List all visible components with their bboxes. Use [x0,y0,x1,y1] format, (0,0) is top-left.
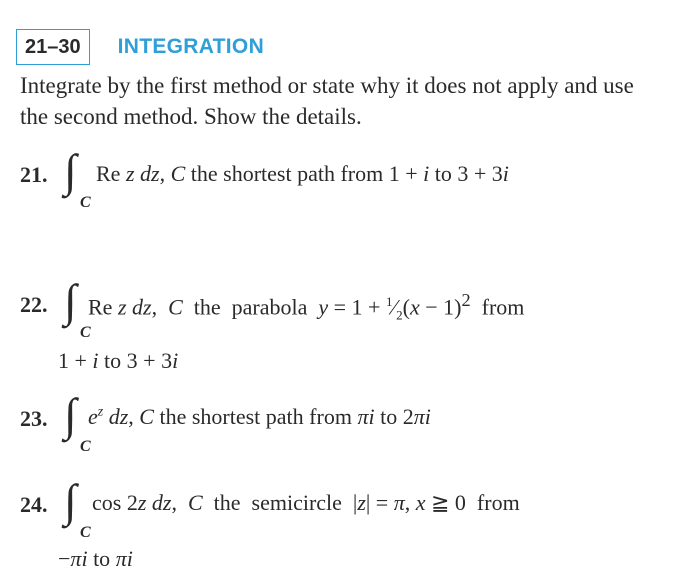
integral-symbol: ∫ [64,145,77,196]
problem-number: 23. [20,406,48,431]
problem-text-continuation: −πi to πi [58,546,133,571]
problem-24 [20,475,660,573]
problem-text-continuation: 1 + i to 3 + 3i [58,348,179,373]
problem-text: Re z dz, C the parabola $y = 1 + ^1⁄_2(x - 1)^2$ from [88,290,525,323]
problem-21 [20,145,660,211]
integral-symbol: ∫ [64,389,77,440]
instructions-text: Integrate by the first method or state why it does not apply and use the second method. Show the details. [20,73,634,129]
problem-range-box: 21–30 [16,29,90,65]
problem-23 [20,389,660,457]
integral-subscript: C [80,524,91,541]
section-header [16,29,264,65]
integral-subscript: C [80,324,91,341]
integral-symbol: ∫ [64,275,77,326]
problem-text: Re z dz, C the shortest path from 1 + i to 3 + 3i [96,161,509,186]
integral-subscript: C [80,438,91,455]
integral-subscript: C [80,194,91,211]
problem-number: 24. [20,492,48,517]
problem-text: cos 2z dz, C the semicircle |z| = π, x ≧ 0 from [92,490,520,515]
integral-symbol: ∫ [64,475,77,526]
problem-number: 21. [20,162,48,187]
problem-text: $e^z$ dz, C the shortest path from πi to 2πi [88,404,431,429]
problem-number: 22. [20,292,48,317]
problem-22 [20,275,660,375]
section-title: INTEGRATION [117,35,265,58]
